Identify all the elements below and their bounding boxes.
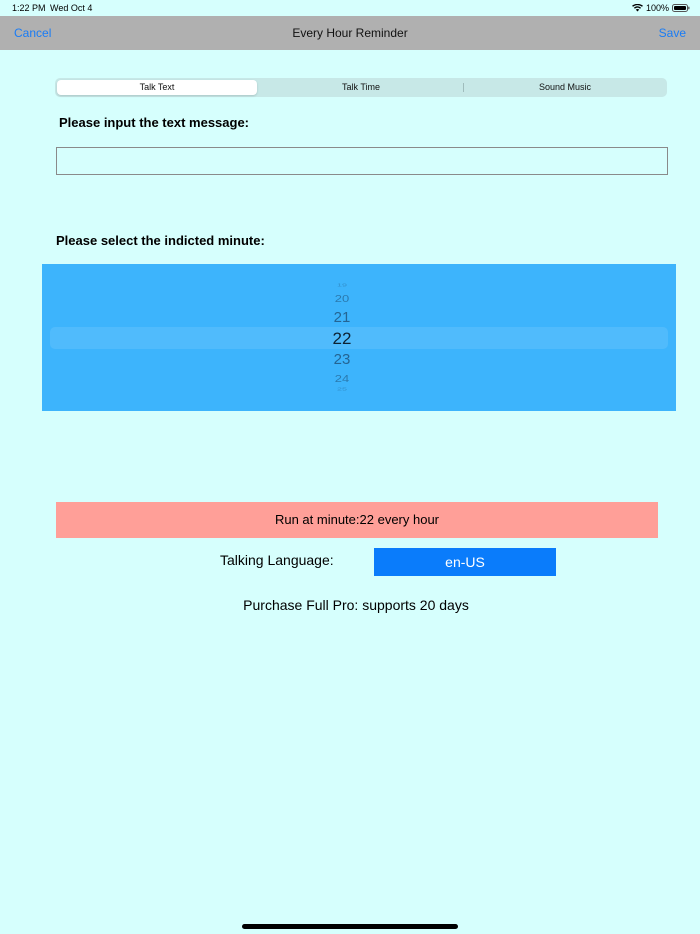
picker-item[interactable]: 20 (334, 292, 350, 305)
status-indicators (632, 3, 690, 13)
run-schedule-banner: Run at minute:22 every hour (56, 502, 658, 538)
navigation-bar (0, 16, 700, 50)
tab-talk-time[interactable]: Talk Time (341, 82, 380, 92)
purchase-info: Purchase Full Pro: supports 20 days (243, 597, 469, 613)
picker-item[interactable]: 24 (334, 372, 350, 385)
minute-picker[interactable] (42, 264, 676, 411)
segment-divider (463, 83, 464, 92)
tab-talk-text[interactable]: Talk Text (57, 80, 257, 95)
save-button[interactable]: Save (658, 26, 686, 40)
picker-item[interactable]: 25 (336, 386, 347, 392)
battery-percent: 100% (645, 3, 669, 13)
language-label: Talking Language: (220, 552, 334, 568)
picker-item[interactable]: 23 (333, 351, 351, 368)
minute-picker-label: Please select the indicted minute: (56, 233, 265, 248)
tab-sound-music[interactable]: Sound Music (538, 82, 592, 92)
cancel-button[interactable]: Cancel (14, 26, 52, 40)
text-message-input[interactable] (56, 147, 668, 175)
wifi-icon (632, 4, 643, 12)
tab-segmented-control (55, 78, 667, 97)
picker-item[interactable]: 19 (336, 282, 347, 288)
home-indicator (242, 924, 458, 929)
text-message-label: Please input the text message: (59, 115, 250, 130)
page-title: Every Hour Reminder (292, 26, 408, 40)
picker-item-selected[interactable]: 22 (332, 329, 352, 348)
battery-icon (672, 4, 690, 12)
status-bar (0, 0, 700, 16)
status-time: 1:22 PM (12, 3, 46, 13)
language-select-button[interactable]: en-US (374, 548, 556, 576)
picker-item[interactable]: 21 (333, 309, 351, 326)
status-date: Wed Oct 4 (50, 3, 93, 13)
